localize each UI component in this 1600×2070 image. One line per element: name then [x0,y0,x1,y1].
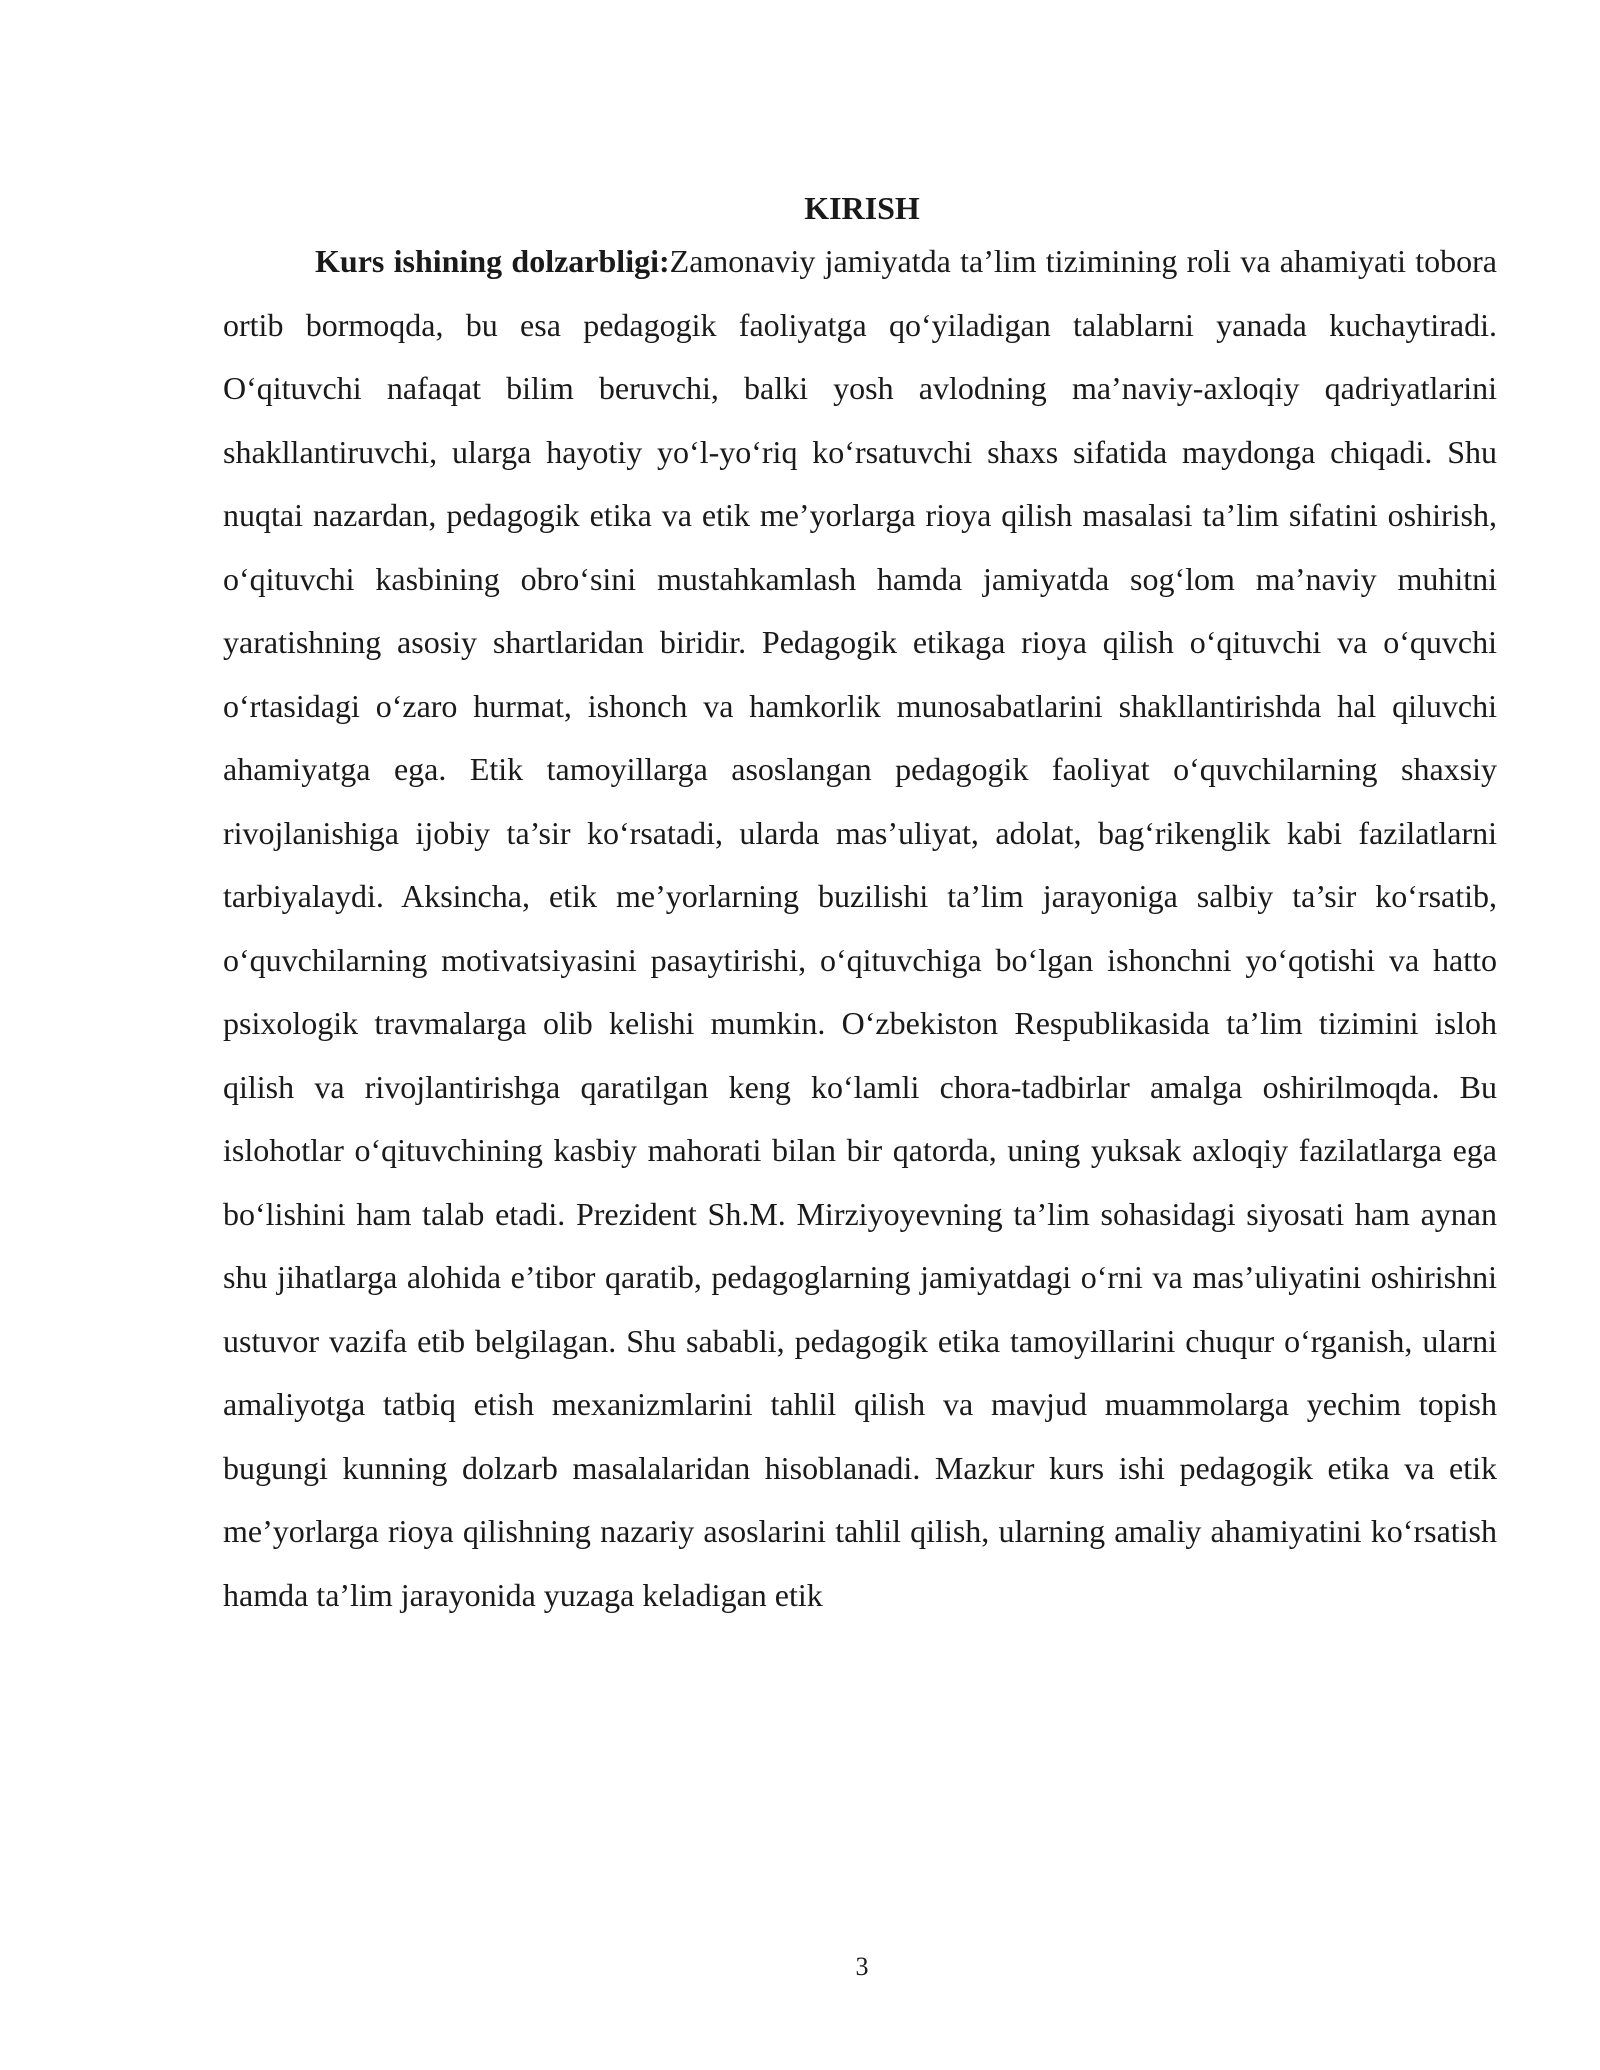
page-number: 3 [855,1952,869,1981]
paragraph-text: Zamonaviy jamiyatda ta’lim tizimining roli va ahamiyati tobora ortib bormoqda, bu esa pedagogik faoliyatga qo‘yiladigan talablarni yanada kuchaytiradi. O‘qituvchi nafaqat bilim beruvchi, balki yosh avlodning ma’naviy-axloqiy qadriyatlarini shakllantiruvchi, ularga hayotiy yo‘l-yo‘riq ko‘rsatuvchi shaxs sifatida maydonga chiqadi. Shu nuqtai nazardan, pedagogik etika va etik me’yorlarga rioya qilish masalasi ta’lim sifatini oshirish, o‘qituvchi kasbining obro‘sini mustahkamlash hamda jamiyatda sog‘lom ma’naviy muhitni yaratishning asosiy shartlaridan biridir. Pedagogik etikaga rioya qilish o‘qituvchi va o‘quvchi o‘rtasidagi o‘zaro hurmat, ishonch va hamkorlik munosabatlarini shakllantirishda hal qiluvchi ahamiyatga ega. Etik tamoyillarga asoslangan pedagogik faoliyat o‘quvchilarning shaxsiy rivojlanishiga ijobiy ta’sir ko‘rsatadi, ularda mas’uliyat, adolat, bag‘rikenglik kabi fazilatlarni tarbiyalaydi. Aksincha, etik me’yorlarning buzilishi ta’lim jarayoniga salbiy ta’sir ko‘rsatib, o‘quvchilarning motivatsiyasini pasaytirishi, o‘qituvchiga bo‘lgan ishonchni yo‘qotishi va hatto psixologik travmalarga olib kelishi mumkin. O‘zbekiston Respublikasida ta’lim tizimini isloh qilish va rivojlantirishga qaratilgan keng ko‘lamli chora-tadbirlar amalga oshirilmoqda. Bu islohotlar o‘qituvchining kasbiy mahorati bilan bir qatorda, uning yuksak axloqiy fazilatlarga ega bo‘lishini ham talab etadi. Prezident Sh.M. Mirziyoyevning ta’lim sohasidagi siyosati ham aynan shu jihatlarga alohida e’tibor qaratib, pedagoglarning jamiyatdagi o‘rni va mas’uliyatini oshirishni ustuvor vazifa etib belgilagan. Shu sababli, pedagogik etika tamoyillarini chuqur o‘rganish, ularni amaliyotga tatbiq etish mexanizmlarini tahlil qilish va mavjud muammolarga yechim topish bugungi kunning dolzarb masalalaridan hisoblanadi. Mazkur kurs ishi pedagogik etika va etik me’yorlarga rioya qilishning nazariy asoslarini tahlil qilish, ularning amaliy ahamiyatini ko‘rsatish hamda ta’lim jarayonida yuzaga keladigan etik [223,243,1498,1613]
page-title: KIRISH [804,190,920,226]
body-paragraph [223,230,1497,1627]
paragraph-lead: Kurs ishining dolzarbligi: [315,243,670,279]
